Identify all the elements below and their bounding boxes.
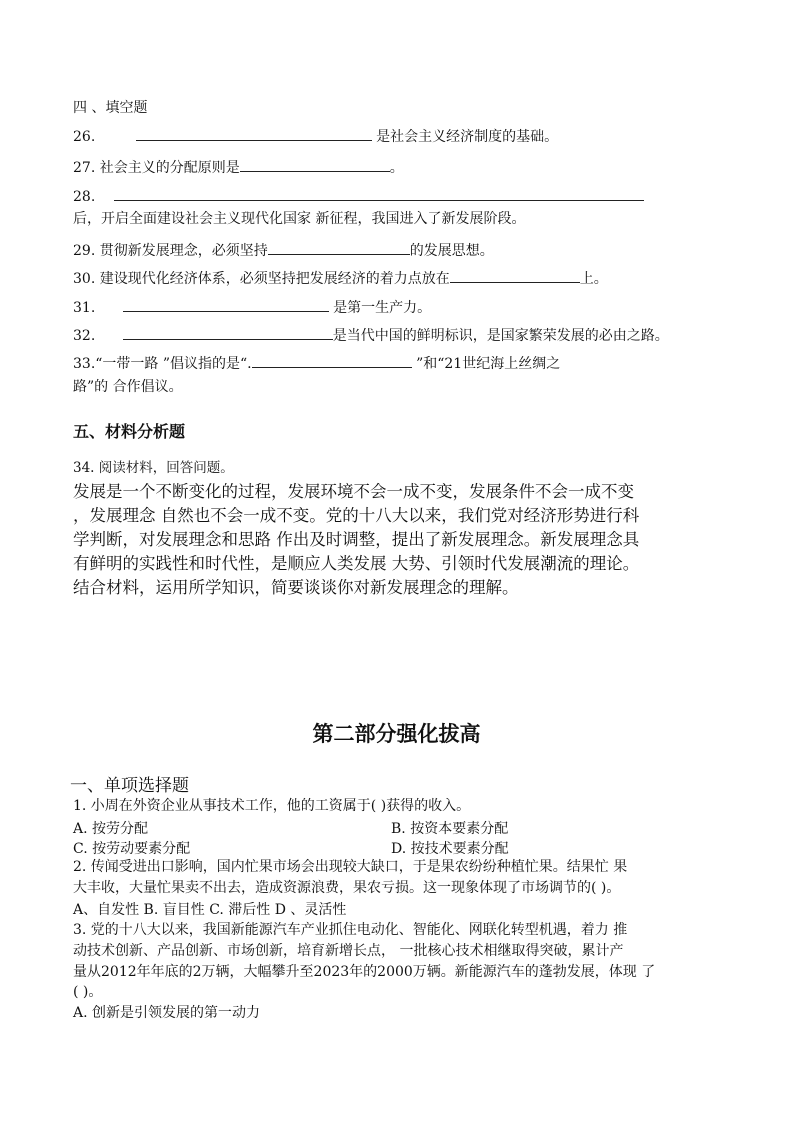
option-a: A. 按劳分配	[73, 821, 149, 837]
question-text-pre: 33.“一带一路 ”倡议指的是“.	[73, 356, 252, 372]
section-heading-material-analysis: 五、材料分析题	[73, 422, 186, 441]
answer-blank	[268, 240, 410, 255]
question-text-post: ”和“21世纪海上丝绸之	[411, 356, 561, 372]
question-number: 26.	[73, 129, 96, 145]
question-33-continued: 路”的 合作倡议。	[73, 379, 183, 395]
question-2-options: A、自发性 B. 盲目性 C. 滞后性 D 、灵活性	[73, 902, 347, 918]
answer-blank	[252, 353, 412, 368]
question-number: 32.	[73, 328, 96, 344]
question-28	[73, 186, 644, 206]
answer-blank	[136, 126, 372, 141]
answer-blank	[114, 186, 644, 201]
question-number: 31.	[73, 300, 96, 316]
question-2-line: 大丰收，大量忙果卖不出去，造成资源浪费，果农亏损。这一现象体现了市场调节的( )。	[73, 880, 621, 896]
question-29	[73, 240, 494, 260]
question-28-continued: 后，开启全面建设社会主义现代化国家 新征程，我国进入了新发展阶段。	[73, 211, 526, 227]
question-27	[73, 157, 404, 177]
material-line: ，发展理念 自然也不会一成不变。党的十八大以来，我们党对经济形势进行科	[73, 506, 640, 525]
question-text-pre: 29. 贯彻新发展理念，必须坚持	[73, 243, 268, 259]
material-line: 有鲜明的实践性和时代性，是顺应人类发展 大势、引领时代发展潮流的理论。	[73, 554, 640, 573]
question-text-pre: 30. 建设现代化经济体系，必须坚持把发展经济的着力点放在	[73, 271, 450, 287]
option-d: D. 按技术要素分配	[391, 841, 509, 857]
question-number: 28.	[73, 189, 96, 205]
section-heading-single-choice: 一、单项选择题	[70, 776, 189, 796]
section-heading-fill-blank: 四 、填空题	[73, 100, 148, 116]
material-line: 发展是一个不断变化的过程，发展环境不会一成不变，发展条件不会一成不变	[73, 482, 634, 501]
option-c: C. 按劳动要素分配	[73, 841, 191, 857]
part-title: 第二部分强化拔高	[312, 722, 481, 746]
question-text-post: 上。	[579, 271, 608, 287]
question-3-line: ( )。	[73, 984, 103, 1000]
answer-blank	[240, 157, 390, 172]
question-3-line: 3. 党的十八大以来，我国新能源汽车产业抓住电动化、智能化、网联化转型机遇，着力 推	[73, 922, 628, 938]
question-3-line: 动技术创新、产品创新、市场创新，培育新增长点， 一批核心技术相继取得突破，累计产	[73, 943, 624, 959]
question-34-intro: 34. 阅读材料，回答问题。	[73, 460, 234, 476]
question-33	[73, 353, 560, 373]
question-2-line: 2. 传闻受进出口影响，国内忙果市场会出现较大缺口，于是果农纷纷种植忙果。结果忙 果	[73, 859, 628, 875]
question-1: 1. 小周在外资企业从事技术工作，他的工资属于( )获得的收入。	[73, 798, 471, 814]
question-31	[73, 297, 431, 317]
question-text-pre: 27. 社会主义的分配原则是	[73, 160, 240, 176]
question-text-post: 。	[389, 160, 404, 176]
question-text: 是第一生产力。	[333, 300, 432, 316]
answer-blank	[450, 268, 580, 283]
question-text: 是社会主义经济制度的基础。	[376, 129, 559, 145]
option-b: B. 按资本要素分配	[391, 821, 509, 837]
answer-blank	[123, 325, 333, 340]
material-line: 学判断，对发展理念和思路 作出及时调整，提出了新发展理念。新发展理念具	[73, 530, 640, 549]
question-30	[73, 268, 608, 288]
question-text-post: 的发展思想。	[409, 243, 494, 259]
answer-blank	[123, 297, 329, 312]
question-3-line: 量从2012年年底的2万辆，大幅攀升至2023年的2000万辆。新能源汽车的蓬勃发展，体现 了	[73, 964, 656, 980]
question-32	[73, 325, 669, 345]
option-a: A. 创新是引领发展的第一动力	[73, 1005, 261, 1021]
question-text: 是当代中国的鲜明标识，是国家繁荣发展的必由之路。	[332, 328, 669, 344]
question-26	[73, 126, 558, 146]
material-line: 结合材料，运用所学知识，简要谈谈你对新发展理念的理解。	[73, 578, 519, 597]
